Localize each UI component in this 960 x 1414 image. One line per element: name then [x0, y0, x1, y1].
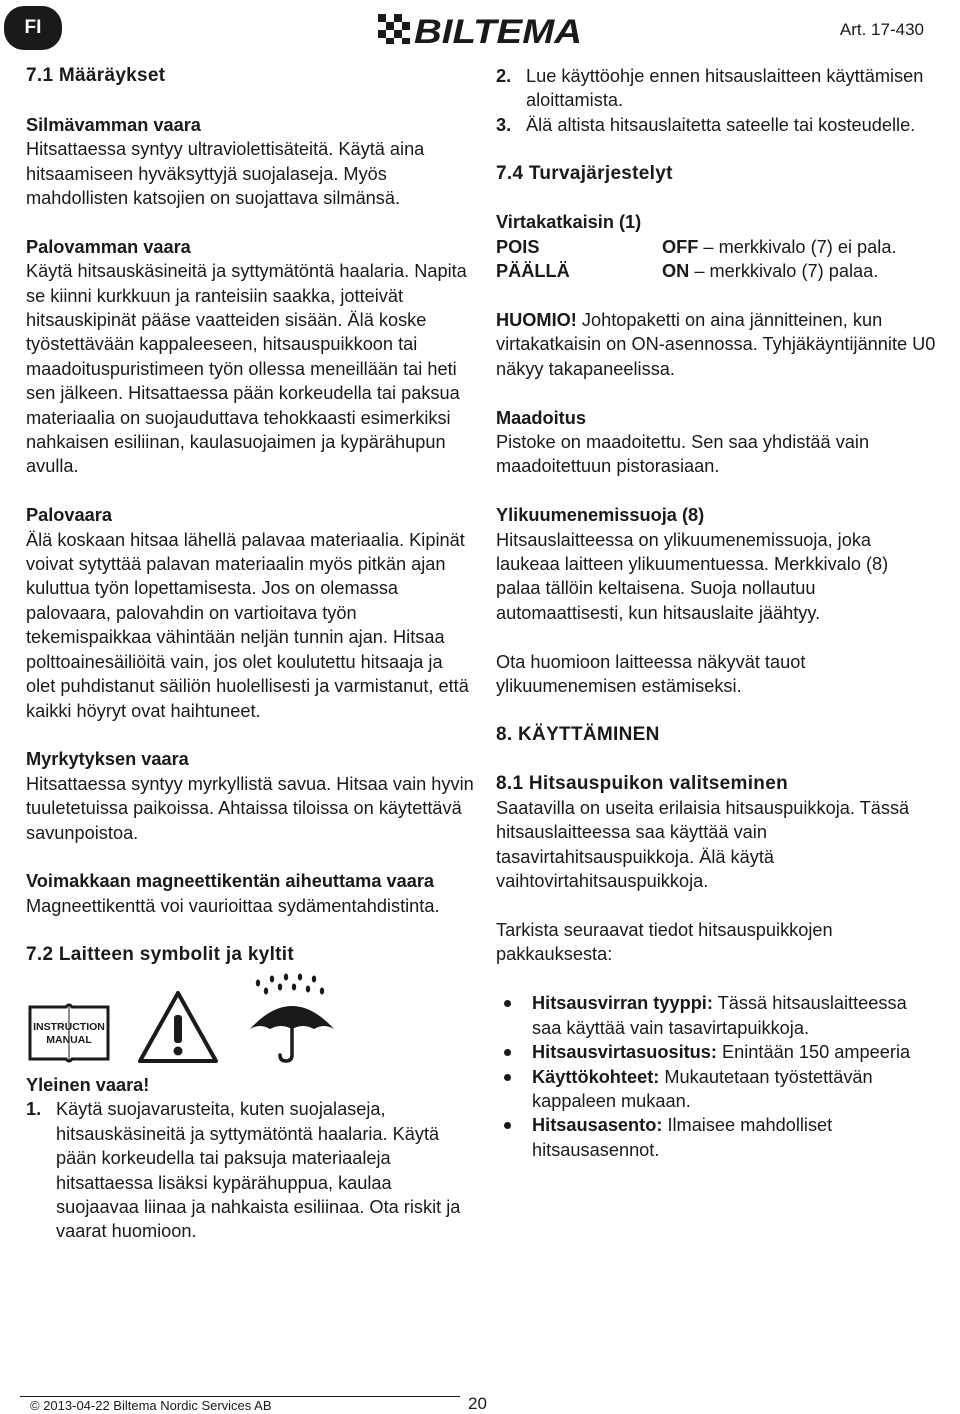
- note-paragraph: [496, 308, 936, 381]
- list-item-number: 2.: [496, 66, 512, 86]
- grounding-text: Pistoke on maadoitettu. Sen saa yhdistää vain maadoitettuun pistorasiaan.: [496, 432, 870, 477]
- instruction-manual-icon: [26, 1001, 112, 1065]
- list-item-number: 1.: [26, 1099, 42, 1120]
- poison-hazard-text: Hitsattaessa syntyy myrkyllistä savua. Hitsaa vain hyvin tuuletetuissa paikoissa. Ahtaissa tiloissa on käytettävä savunpoistoa.: [26, 773, 474, 843]
- magnetic-hazard-text: Magneettikenttä voi vaurioittaa sydämentahdistinta.: [26, 895, 440, 916]
- list-item: [26, 1097, 476, 1243]
- symbol-list-left: [26, 1097, 476, 1243]
- warning-triangle-icon: [136, 989, 220, 1065]
- general-danger-title: Yleinen vaara!: [26, 1074, 150, 1095]
- list-item-text: Lue käyttöohje ennen hitsauslaitteen käyttämisen aloittamista.: [526, 66, 924, 111]
- burn-hazard-title: Palovamman vaara: [26, 236, 191, 257]
- bullet-item: [496, 1113, 936, 1162]
- overheat-protection-title: Ylikuumenemissuoja (8): [496, 505, 705, 526]
- left-column: [26, 64, 476, 1244]
- switch-on-key: PÄÄLLÄ: [496, 261, 570, 282]
- burn-hazard-text: Käytä hitsauskäsineitä ja syttymätöntä haalaria. Napita se kiinni kurkkuun ja ranteisiin saakka, jotteivät hitsauskipinät pääse vaatteiden sisään. Älä koske työstettävään kappaleeseen, hitsauspuikkoon tai maadoituspuristimeen työn ollessa meneillään tai heti sen jälkeen. Hitsattaessa pään korkeudella tai paksua materiaalia on suojauduttava tehokkaasti esimerkiksi nahkaisen esiliinan, kaulasuojaimen ja kypärähupun avulla.: [26, 261, 467, 477]
- bullet-item: [496, 1065, 936, 1114]
- list-item: [496, 64, 936, 113]
- svg-text:BILTEMA: BILTEMA: [414, 13, 582, 46]
- symbol-list-right: [496, 64, 936, 137]
- grounding-title: Maadoitus: [496, 407, 586, 428]
- switch-on-text: – merkkivalo (7) palaa.: [689, 261, 879, 282]
- magnetic-hazard-title: Voimakkaan magneettikentän aiheuttama vaara: [26, 871, 435, 892]
- switch-off-key: POIS: [496, 236, 540, 257]
- device-symbols: [26, 973, 476, 1065]
- power-switch-title: Virtakatkaisin (1): [496, 212, 642, 233]
- bullet-text: Tässä hitsauslaitteessa saa käyttää vain tasavirtapuikkoja.: [532, 993, 907, 1038]
- bullet-label: Käyttökohteet:: [532, 1066, 660, 1087]
- duty-cycle-text: Ota huomioon laitteessa näkyvät tauot ylikuumenemisen estämiseksi.: [496, 651, 806, 697]
- biltema-logo: [378, 12, 583, 46]
- note-label: HUOMIO!: [496, 310, 577, 331]
- poison-hazard-title: Myrkytyksen vaara: [26, 749, 189, 770]
- page-number: 20: [468, 1394, 487, 1413]
- section-7-2-title: 7.2 Laitteen symbolit ja kyltit: [26, 943, 294, 965]
- list-item-text: Älä altista hitsauslaitetta sateelle tai kosteudelle.: [526, 114, 916, 135]
- bullet-label: Hitsausvirran tyyppi:: [532, 993, 713, 1014]
- eye-hazard-title: Silmävamman vaara: [26, 114, 201, 135]
- switch-on-row: [496, 259, 936, 283]
- check-package-text: Tarkista seuraavat tiedot hitsauspuikkojen pakkauksesta:: [496, 920, 833, 965]
- section-8-1-text: Saatavilla on useita erilaisia hitsauspuikkoja. Tässä hitsauslaitteessa saa käyttää vain tasavirtahitsauspuikkoja. Älä käytä vaihtovirtahitsauspuikkoja.: [496, 798, 910, 892]
- electrode-info-list: [496, 991, 936, 1162]
- list-item-number: 3.: [496, 114, 512, 135]
- bullet-text: Mukautetaan työstettävän kappaleen mukaan.: [532, 1066, 873, 1111]
- umbrella-rain-icon: [244, 973, 340, 1065]
- right-column: [496, 64, 936, 1162]
- bullet-text: Enintään 150 ampeeria: [716, 1042, 911, 1063]
- switch-off-state: OFF: [662, 236, 699, 257]
- switch-on-state: ON: [662, 261, 690, 282]
- switch-off-text: – merkkivalo (7) ei pala.: [698, 236, 897, 257]
- bullet-text: Ilmaisee mahdolliset hitsausasennot.: [532, 1115, 833, 1160]
- manual-label-line1: INSTRUCTION: [33, 1020, 105, 1033]
- section-7-1-title: 7.1 Määräykset: [26, 65, 166, 86]
- language-badge: FI: [4, 6, 62, 50]
- section-8-1-title: 8.1 Hitsauspuikon valitseminen: [496, 772, 788, 794]
- bullet-item: [496, 991, 936, 1040]
- section-8-title: 8. KÄYTTÄMINEN: [496, 723, 660, 745]
- list-item: [496, 113, 936, 137]
- note-text: Johtopaketti on aina jännitteinen, kun virtakatkaisin on ON-asennossa. Tyhjäkäyntijännite U0 näkyy takapaneelissa.: [496, 310, 936, 379]
- article-number: Art. 17-430: [839, 20, 924, 39]
- overheat-protection-text: Hitsauslaitteessa on ylikuumenemissuoja, joka laukeaa laitteen ylikuumentuessa. Merkkivalo (8) palaa tällöin keltaisena. Suoja nollautuu automaattisesti, kun hitsauslaite jäähtyy.: [496, 529, 889, 623]
- bullet-label: Hitsausvirtasuositus:: [532, 1042, 717, 1063]
- section-7-4-title: 7.4 Turvajärjestelyt: [496, 162, 673, 184]
- footer-copyright: © 2013-04-22 Biltema Nordic Services AB: [30, 1398, 272, 1413]
- eye-hazard-text: Hitsattaessa syntyy ultraviolettisäteitä. Käytä aina hitsaamiseen hyväksyttyjä suojalaseja. Myös mahdollisten katsojien on suojattava silmänsä.: [26, 139, 425, 209]
- bullet-label: Hitsausasento:: [532, 1115, 663, 1136]
- list-item-text: Käytä suojavarusteita, kuten suojalaseja, hitsauskäsineitä ja syttymätöntä haalaria. Käytä pään korkeudella tai paksuja materiaaleja hitsattaessa lisäksi kypärähuppua, kaulaa suojaavaa liinaa ja nahkaista esiliinaa. Ota riskit ja vaarat huomioon.: [56, 1099, 461, 1242]
- switch-off-row: [496, 235, 936, 259]
- manual-label-line2: MANUAL: [46, 1033, 92, 1046]
- bullet-item: [496, 1040, 936, 1064]
- fire-hazard-text: Älä koskaan hitsaa lähellä palavaa materiaalia. Kipinät voivat sytyttää palavan materiaalin myös pitkän ajan kuluttua työn lopettamisesta. Jos on olemassa palovaara, palovahdin on vartioitava työn tekemispaikkaa vähintään neljän tunnin ajan. Hitsaa polttoainesäiliöitä vain, jos olet koulutettu hitsaaja ja olet puhdistanut säiliön huolellisesti ja varmistanut, että kaikki höyryt ovat haihtuneet.: [26, 529, 469, 721]
- fire-hazard-title: Palovaara: [26, 505, 112, 526]
- footer-divider: [20, 1396, 460, 1397]
